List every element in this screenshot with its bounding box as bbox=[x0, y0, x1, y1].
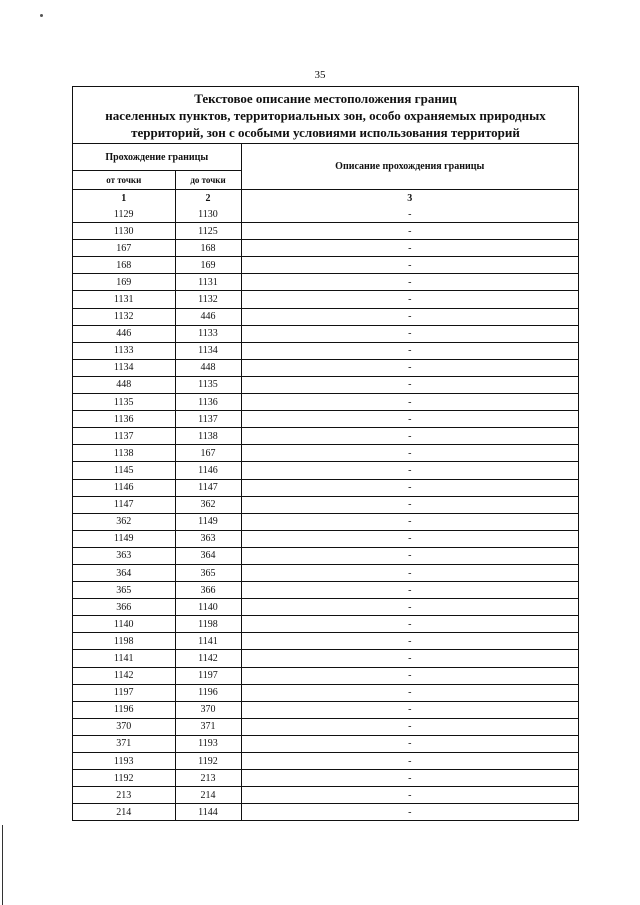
cell-from-point: 1132 bbox=[73, 308, 175, 325]
cell-description: - bbox=[241, 240, 578, 257]
cell-to-point: 1138 bbox=[175, 428, 241, 445]
cell-description: - bbox=[241, 274, 578, 291]
cell-description: - bbox=[241, 547, 578, 564]
table-row bbox=[73, 735, 578, 752]
scan-speck bbox=[40, 14, 43, 17]
title-line-3: территорий, зон с особыми условиями использования территорий bbox=[131, 124, 520, 140]
cell-to-point: 1130 bbox=[175, 206, 241, 223]
cell-to-point: 1132 bbox=[175, 291, 241, 308]
column-number-2: 2 bbox=[175, 190, 241, 207]
table-row bbox=[73, 257, 578, 274]
header-description: Описание прохождения границы bbox=[241, 144, 578, 190]
cell-to-point: 364 bbox=[175, 547, 241, 564]
table-row bbox=[73, 530, 578, 547]
cell-description: - bbox=[241, 462, 578, 479]
title-line-2: населенных пунктов, территориальных зон, особо охраняемых природных bbox=[105, 107, 546, 123]
table-body bbox=[73, 206, 578, 820]
table-row bbox=[73, 479, 578, 496]
table-row bbox=[73, 206, 578, 223]
cell-description: - bbox=[241, 223, 578, 240]
cell-from-point: 214 bbox=[73, 804, 175, 821]
cell-description: - bbox=[241, 650, 578, 667]
cell-description: - bbox=[241, 206, 578, 223]
cell-from-point: 1197 bbox=[73, 684, 175, 701]
cell-to-point: 1149 bbox=[175, 513, 241, 530]
table-row bbox=[73, 770, 578, 787]
cell-to-point: 167 bbox=[175, 445, 241, 462]
cell-from-point: 1142 bbox=[73, 667, 175, 684]
cell-description: - bbox=[241, 359, 578, 376]
cell-to-point: 1136 bbox=[175, 394, 241, 411]
cell-to-point: 1137 bbox=[175, 411, 241, 428]
cell-to-point: 365 bbox=[175, 564, 241, 581]
cell-from-point: 362 bbox=[73, 513, 175, 530]
cell-from-point: 1149 bbox=[73, 530, 175, 547]
cell-from-point: 371 bbox=[73, 735, 175, 752]
cell-from-point: 365 bbox=[73, 582, 175, 599]
boundary-table-frame bbox=[72, 86, 579, 821]
cell-from-point: 364 bbox=[73, 564, 175, 581]
cell-from-point: 366 bbox=[73, 599, 175, 616]
cell-from-point: 167 bbox=[73, 240, 175, 257]
table-row bbox=[73, 308, 578, 325]
header-passage: Прохождение границы bbox=[73, 144, 241, 171]
cell-description: - bbox=[241, 633, 578, 650]
cell-from-point: 1141 bbox=[73, 650, 175, 667]
scan-margin-line bbox=[2, 825, 3, 905]
cell-to-point: 1140 bbox=[175, 599, 241, 616]
table-row bbox=[73, 684, 578, 701]
cell-to-point: 371 bbox=[175, 718, 241, 735]
table-row bbox=[73, 428, 578, 445]
cell-to-point: 1142 bbox=[175, 650, 241, 667]
table-row bbox=[73, 462, 578, 479]
cell-to-point: 1134 bbox=[175, 342, 241, 359]
table-row bbox=[73, 547, 578, 564]
cell-to-point: 448 bbox=[175, 359, 241, 376]
table-row bbox=[73, 274, 578, 291]
table-row bbox=[73, 223, 578, 240]
cell-description: - bbox=[241, 513, 578, 530]
cell-description: - bbox=[241, 582, 578, 599]
cell-description: - bbox=[241, 530, 578, 547]
cell-description: - bbox=[241, 701, 578, 718]
cell-description: - bbox=[241, 718, 578, 735]
cell-description: - bbox=[241, 787, 578, 804]
cell-to-point: 1144 bbox=[175, 804, 241, 821]
cell-to-point: 363 bbox=[175, 530, 241, 547]
header-from-point: от точки bbox=[73, 171, 175, 190]
cell-from-point: 1140 bbox=[73, 616, 175, 633]
cell-description: - bbox=[241, 616, 578, 633]
cell-from-point: 1192 bbox=[73, 770, 175, 787]
cell-description: - bbox=[241, 291, 578, 308]
cell-from-point: 448 bbox=[73, 376, 175, 393]
table-row bbox=[73, 394, 578, 411]
cell-description: - bbox=[241, 342, 578, 359]
cell-to-point: 1196 bbox=[175, 684, 241, 701]
cell-from-point: 370 bbox=[73, 718, 175, 735]
cell-from-point: 1196 bbox=[73, 701, 175, 718]
cell-from-point: 1133 bbox=[73, 342, 175, 359]
cell-from-point: 1137 bbox=[73, 428, 175, 445]
cell-to-point: 1131 bbox=[175, 274, 241, 291]
cell-from-point: 169 bbox=[73, 274, 175, 291]
title-line-1: Текстовое описание местоположения границ bbox=[194, 90, 457, 106]
table-row bbox=[73, 240, 578, 257]
cell-from-point: 1131 bbox=[73, 291, 175, 308]
cell-to-point: 168 bbox=[175, 240, 241, 257]
cell-to-point: 1135 bbox=[175, 376, 241, 393]
column-number-3: 3 bbox=[241, 190, 578, 207]
table-row bbox=[73, 599, 578, 616]
cell-from-point: 1134 bbox=[73, 359, 175, 376]
boundary-table bbox=[73, 144, 578, 820]
cell-description: - bbox=[241, 445, 578, 462]
cell-from-point: 1130 bbox=[73, 223, 175, 240]
cell-description: - bbox=[241, 667, 578, 684]
cell-from-point: 1135 bbox=[73, 394, 175, 411]
table-row bbox=[73, 787, 578, 804]
cell-description: - bbox=[241, 479, 578, 496]
cell-description: - bbox=[241, 753, 578, 770]
table-row bbox=[73, 718, 578, 735]
cell-description: - bbox=[241, 411, 578, 428]
table-row bbox=[73, 513, 578, 530]
cell-to-point: 1141 bbox=[175, 633, 241, 650]
cell-to-point: 213 bbox=[175, 770, 241, 787]
cell-description: - bbox=[241, 770, 578, 787]
cell-to-point: 1192 bbox=[175, 753, 241, 770]
table-row bbox=[73, 376, 578, 393]
cell-to-point: 370 bbox=[175, 701, 241, 718]
cell-to-point: 169 bbox=[175, 257, 241, 274]
cell-description: - bbox=[241, 257, 578, 274]
cell-to-point: 1147 bbox=[175, 479, 241, 496]
cell-from-point: 1146 bbox=[73, 479, 175, 496]
document-title bbox=[73, 87, 578, 144]
table-row bbox=[73, 564, 578, 581]
cell-from-point: 1136 bbox=[73, 411, 175, 428]
cell-to-point: 214 bbox=[175, 787, 241, 804]
cell-description: - bbox=[241, 325, 578, 342]
table-row bbox=[73, 359, 578, 376]
cell-from-point: 1129 bbox=[73, 206, 175, 223]
cell-from-point: 1198 bbox=[73, 633, 175, 650]
cell-description: - bbox=[241, 684, 578, 701]
table-row bbox=[73, 496, 578, 513]
cell-to-point: 1125 bbox=[175, 223, 241, 240]
table-row bbox=[73, 411, 578, 428]
header-to-point: до точки bbox=[175, 171, 241, 190]
cell-from-point: 1138 bbox=[73, 445, 175, 462]
cell-to-point: 366 bbox=[175, 582, 241, 599]
table-row bbox=[73, 701, 578, 718]
cell-description: - bbox=[241, 496, 578, 513]
cell-to-point: 362 bbox=[175, 496, 241, 513]
table-row bbox=[73, 753, 578, 770]
cell-from-point: 1193 bbox=[73, 753, 175, 770]
table-row bbox=[73, 582, 578, 599]
cell-to-point: 1146 bbox=[175, 462, 241, 479]
cell-description: - bbox=[241, 804, 578, 821]
cell-description: - bbox=[241, 428, 578, 445]
cell-to-point: 1198 bbox=[175, 616, 241, 633]
cell-from-point: 1147 bbox=[73, 496, 175, 513]
cell-to-point: 446 bbox=[175, 308, 241, 325]
table-row bbox=[73, 804, 578, 821]
cell-description: - bbox=[241, 735, 578, 752]
cell-from-point: 446 bbox=[73, 325, 175, 342]
table-row bbox=[73, 325, 578, 342]
cell-to-point: 1193 bbox=[175, 735, 241, 752]
cell-from-point: 363 bbox=[73, 547, 175, 564]
cell-to-point: 1133 bbox=[175, 325, 241, 342]
table-row bbox=[73, 342, 578, 359]
cell-to-point: 1197 bbox=[175, 667, 241, 684]
page-number: 35 bbox=[314, 69, 326, 81]
cell-description: - bbox=[241, 564, 578, 581]
cell-description: - bbox=[241, 599, 578, 616]
cell-from-point: 1145 bbox=[73, 462, 175, 479]
table-row bbox=[73, 650, 578, 667]
table-row bbox=[73, 445, 578, 462]
cell-description: - bbox=[241, 376, 578, 393]
cell-from-point: 213 bbox=[73, 787, 175, 804]
table-row bbox=[73, 291, 578, 308]
table-row bbox=[73, 633, 578, 650]
cell-description: - bbox=[241, 308, 578, 325]
cell-from-point: 168 bbox=[73, 257, 175, 274]
cell-description: - bbox=[241, 394, 578, 411]
column-number-1: 1 bbox=[73, 190, 175, 207]
table-row bbox=[73, 616, 578, 633]
table-row bbox=[73, 667, 578, 684]
